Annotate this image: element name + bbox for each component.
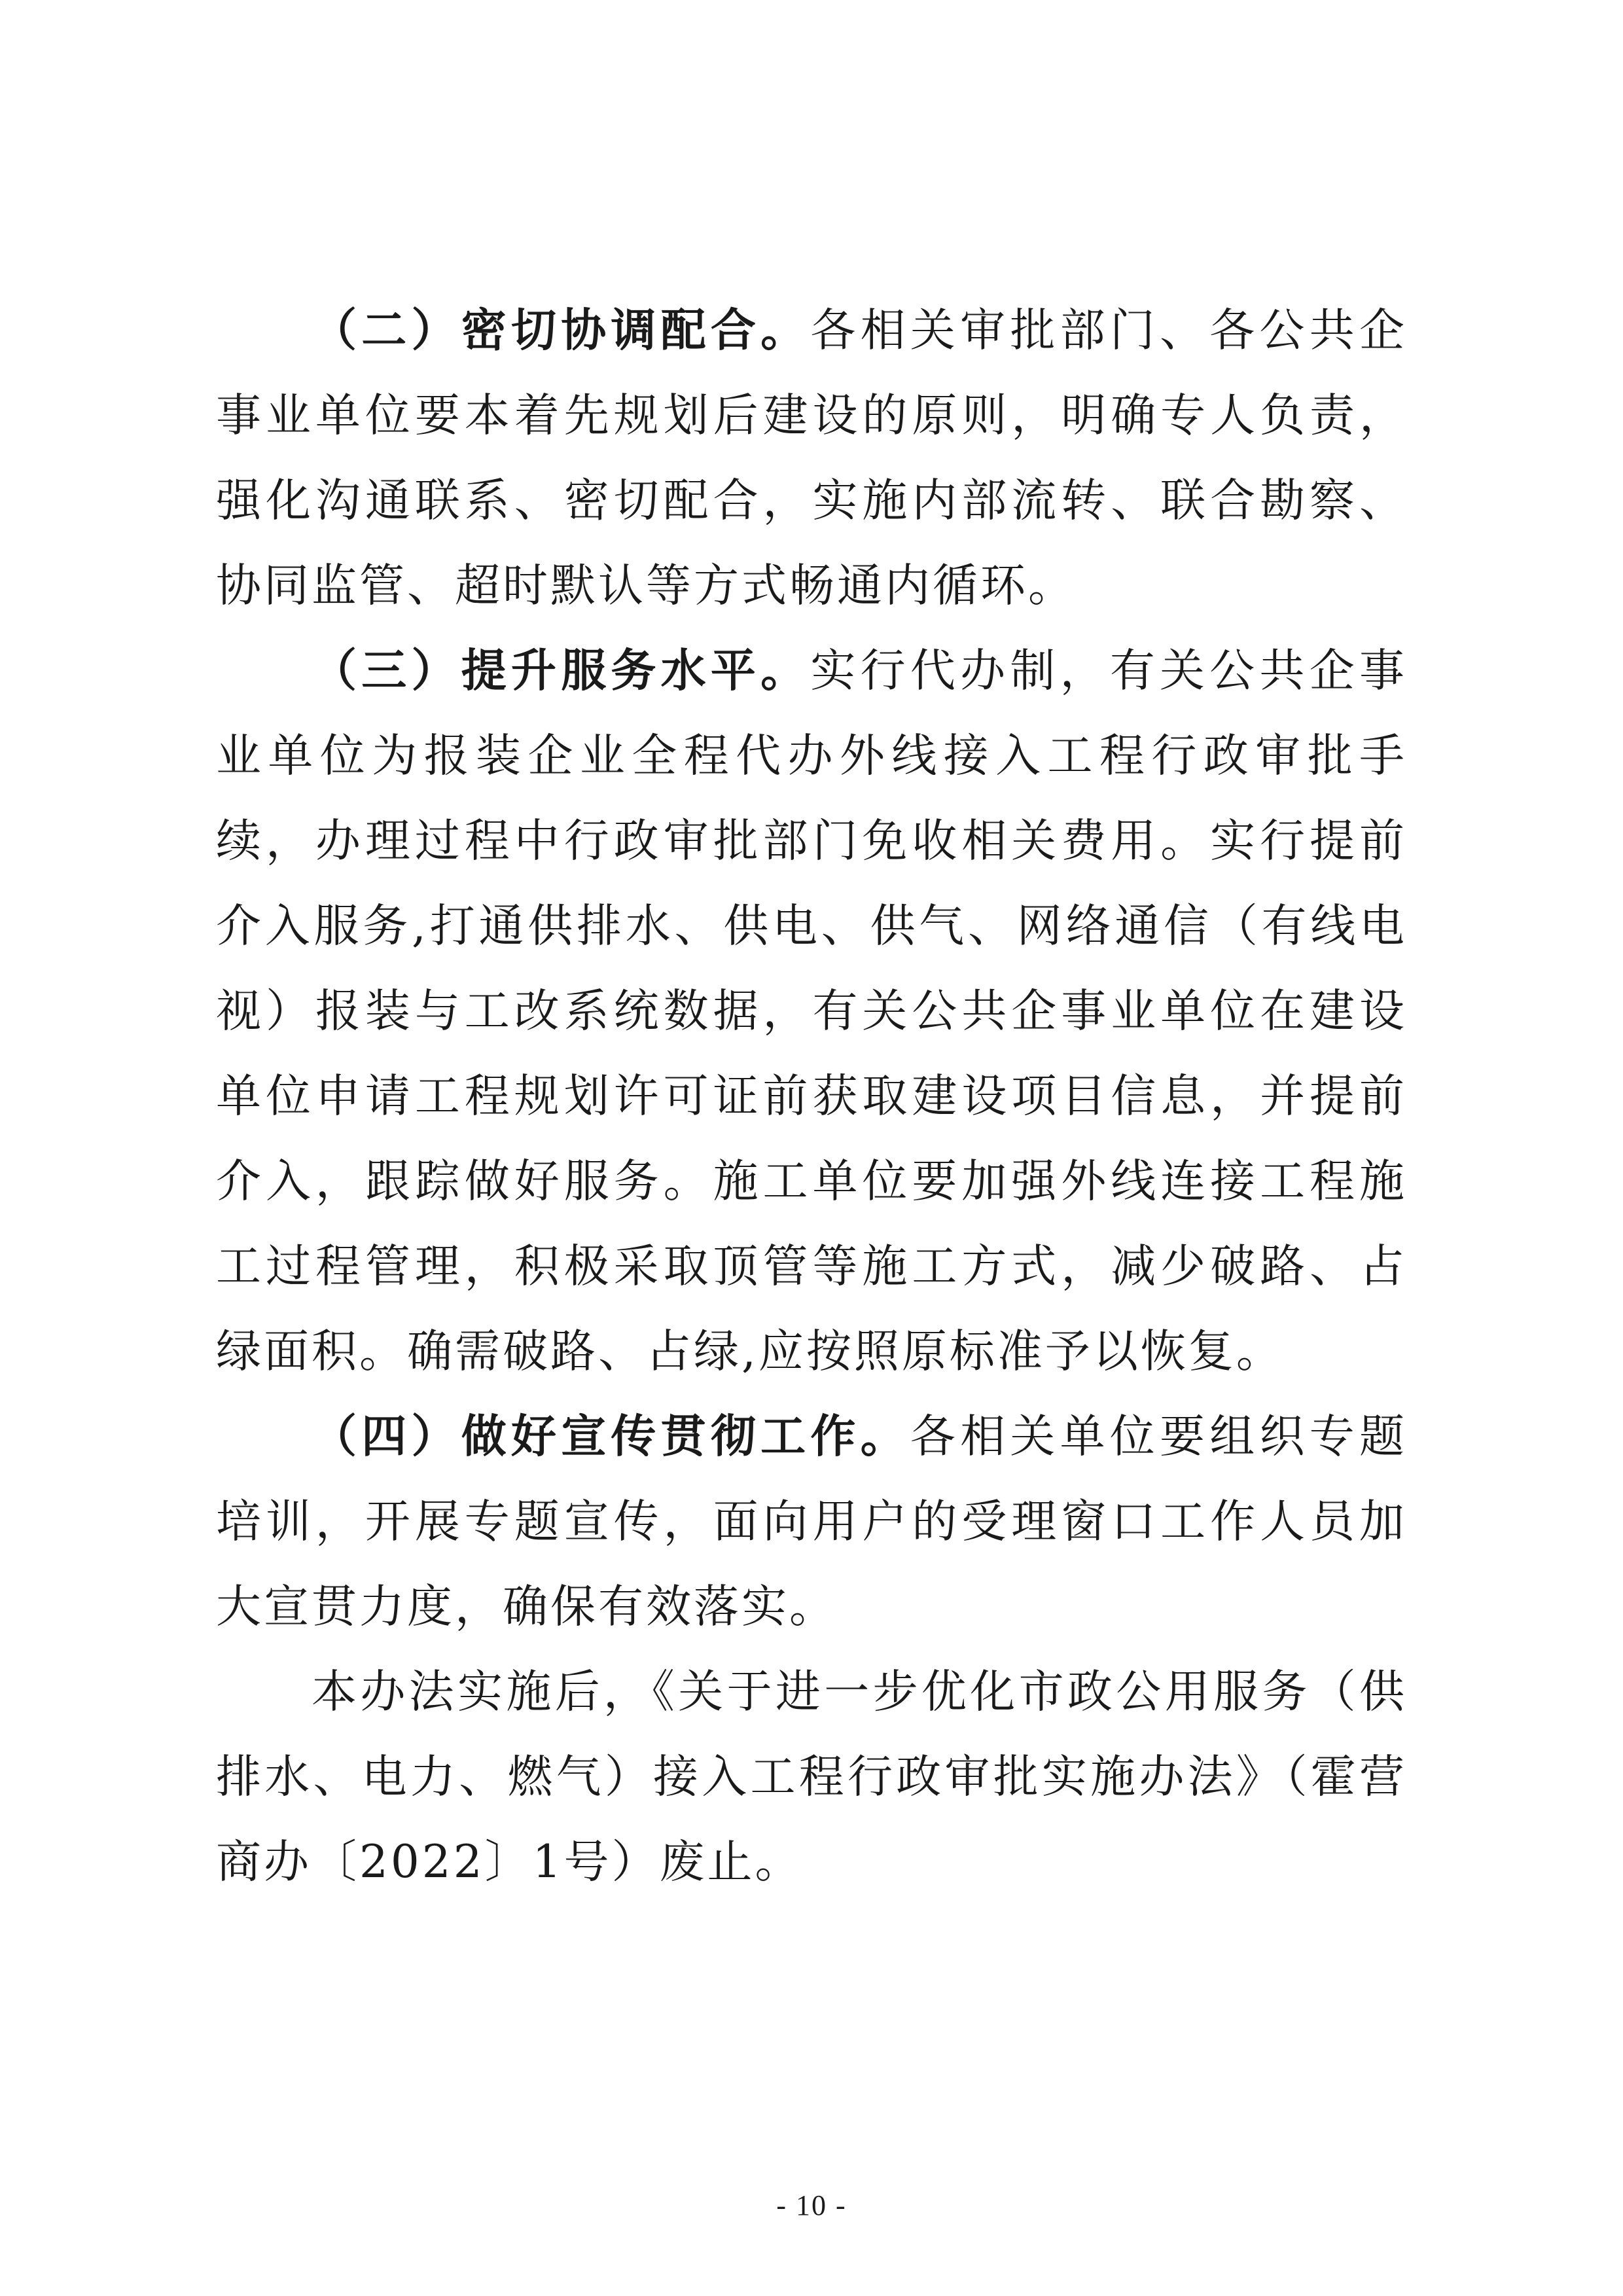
section-heading-service-level: （三）提升服务水平。 bbox=[312, 645, 811, 697]
paragraph-service-level bbox=[216, 628, 1407, 1394]
paragraph-text: 实行代办制，有关公共企事业单位为报装企业全程代办外线接入工程行政审批手续，办理过程中行政审批部门免收相关费用。实行提前介入服务,打通供排水、供电、供气、网络通信（有线电视）报装与工改系统数据，有关公共企事业单位在建设单位申请工程规划许可证前获取建设项目信息，并提前介入，跟踪做好服务。施工单位要加强外线连接工程施工过程管理，积极采取顶管等施工方式，减少破路、占绿面积。确需破路、占绿,应按照原标准予以恢复。 bbox=[216, 645, 1408, 1378]
paragraph-text: 本办法实施后，《关于进一步优化市政公用服务（供排水、电力、燃气）接入工程行政审批实施办法》（霍营商办〔2022〕1号）废止。 bbox=[216, 1666, 1407, 1888]
paragraph-text: 各相关单位要组织专题培训，开展专题宣传，面向用户的受理窗口工作人员加大宣贯力度，确保有效落实。 bbox=[216, 1410, 1408, 1633]
page-number: - 10 - bbox=[776, 2189, 847, 2221]
section-heading-publicity: （四）做好宣传贯彻工作。 bbox=[312, 1410, 910, 1463]
paragraph-repeal bbox=[216, 1649, 1407, 1905]
document-body bbox=[216, 288, 1407, 1905]
section-heading-coordination: （二）密切协调配合。 bbox=[312, 304, 811, 357]
paragraph-publicity bbox=[216, 1394, 1407, 1649]
paragraph-coordination bbox=[216, 288, 1407, 628]
paragraph-text: 各相关审批部门、各公共企事业单位要本着先规划后建设的原则，明确专人负责，强化沟通联系、密切配合，实施内部流转、联合勘察、协同监管、超时默认等方式畅通内循环。 bbox=[216, 304, 1408, 612]
